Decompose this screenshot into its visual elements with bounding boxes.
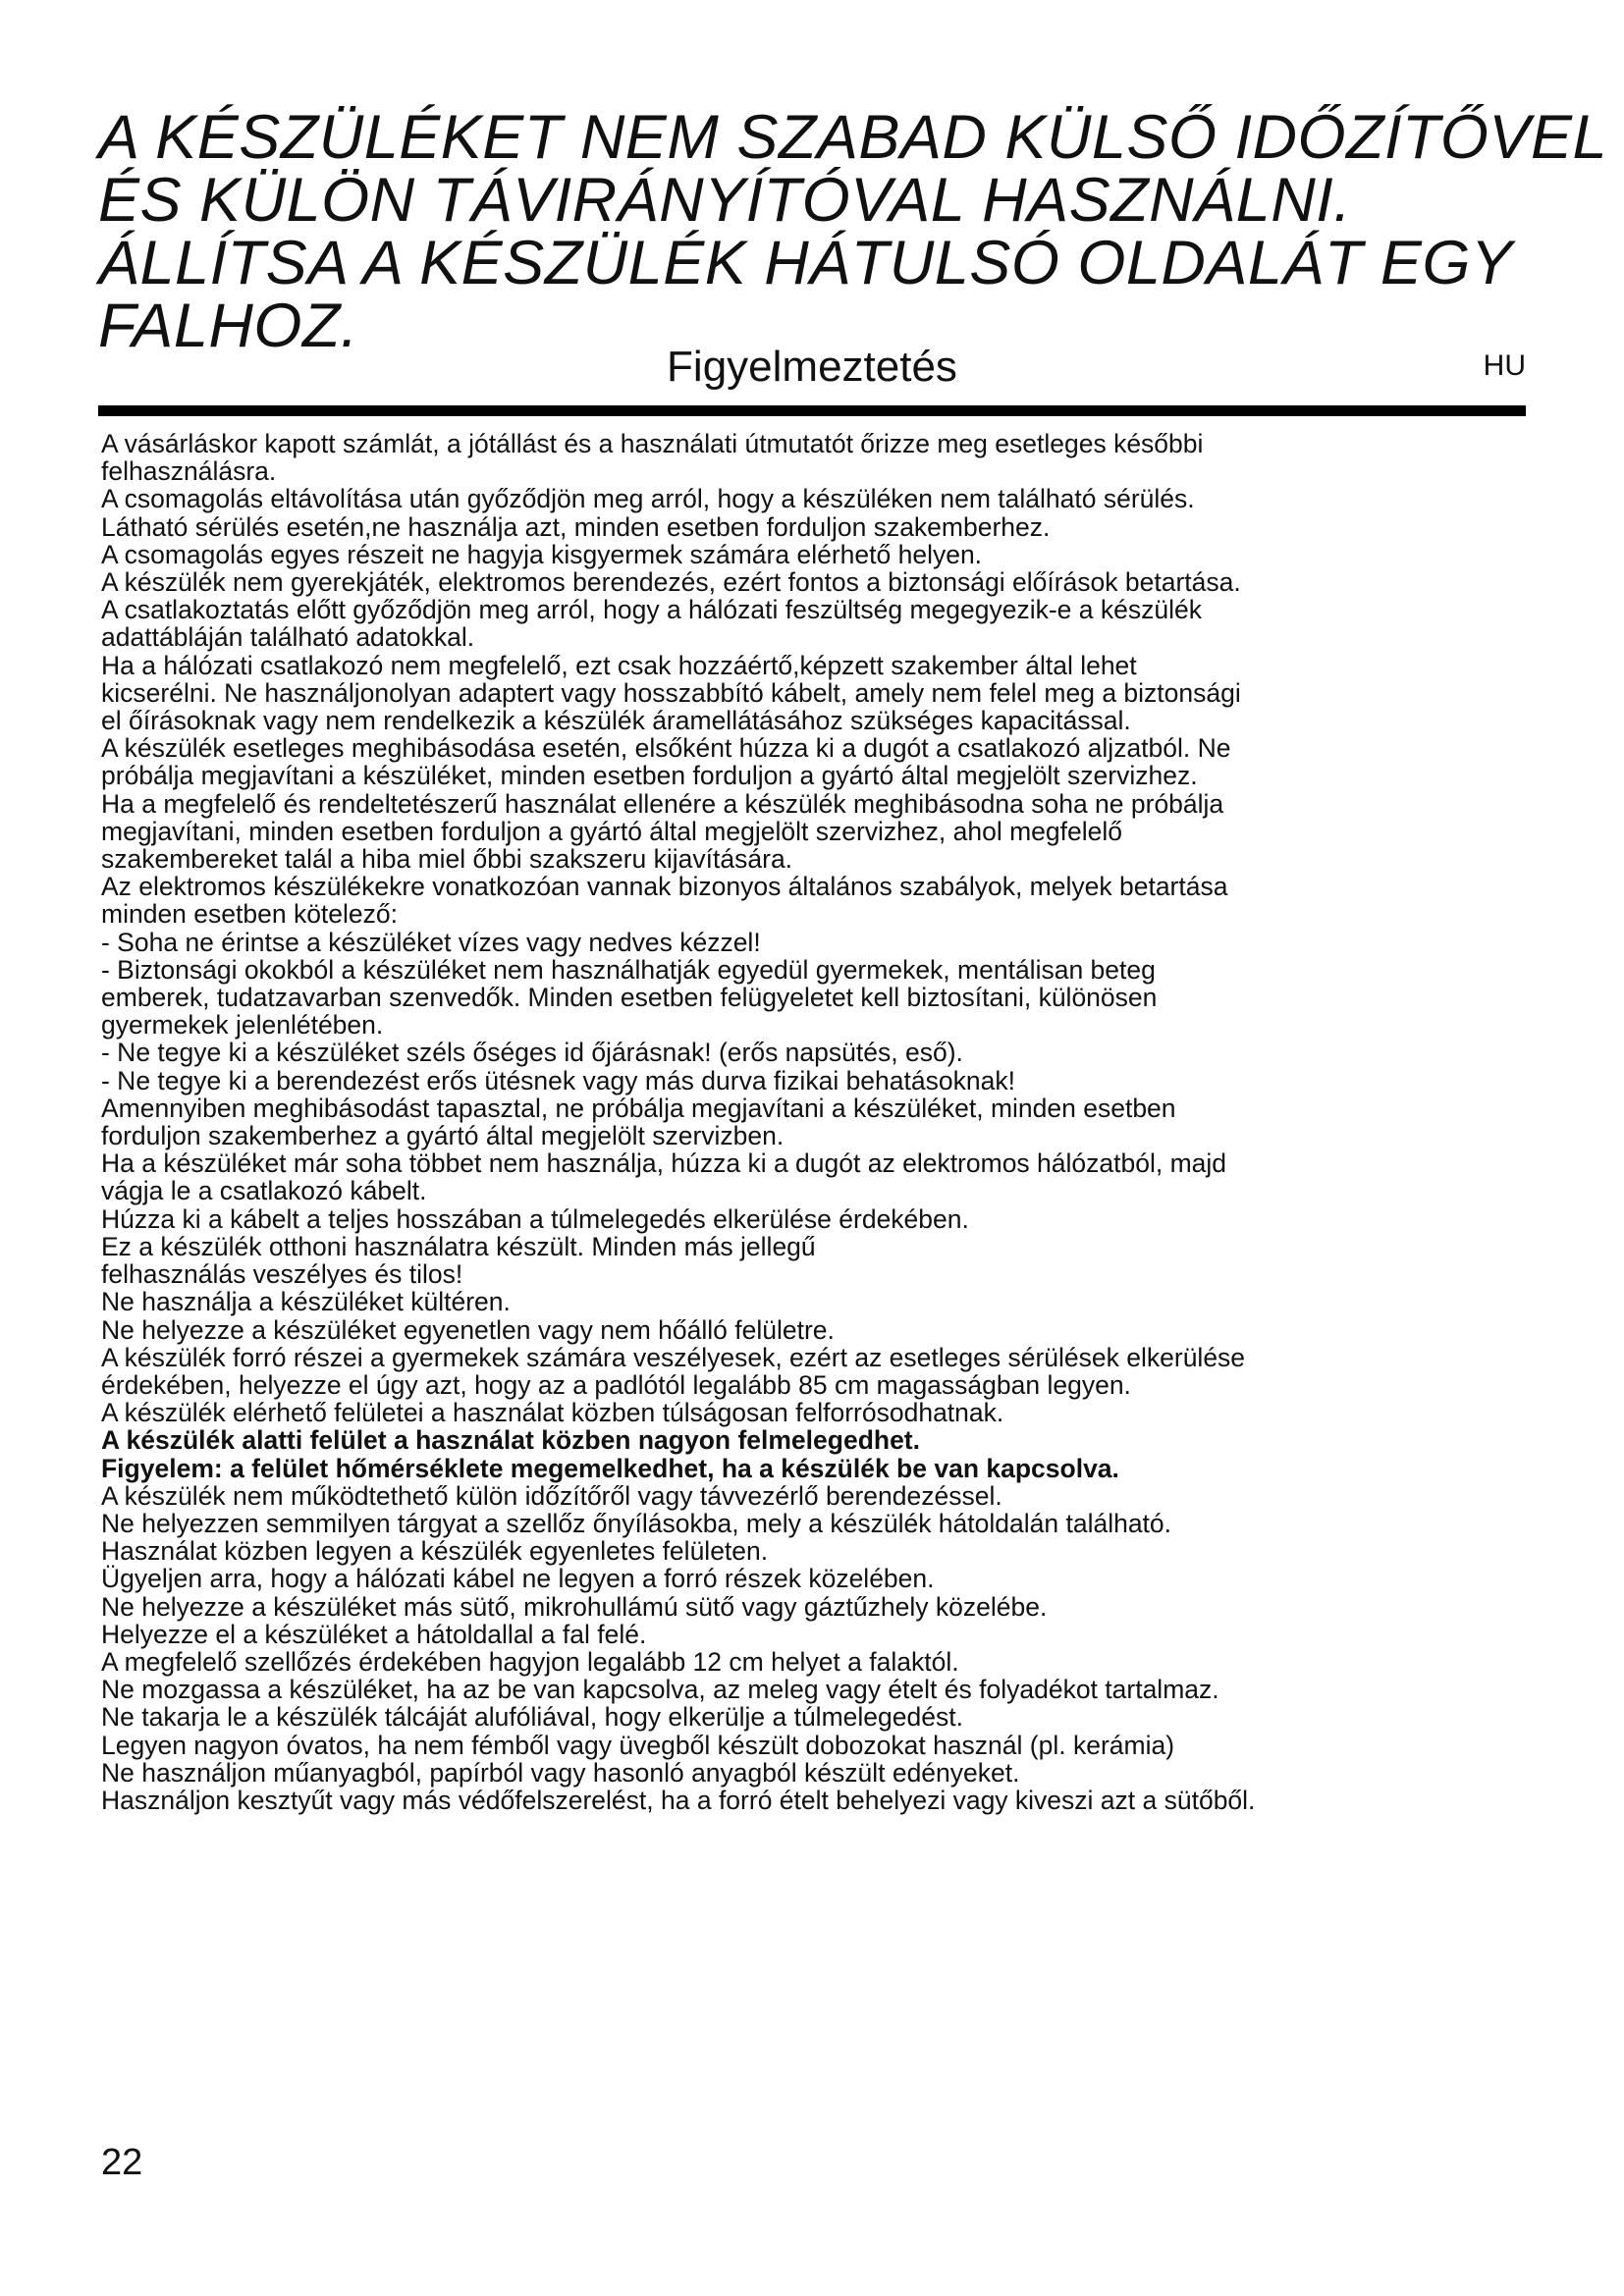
text-line: Amennyiben meghibásodást tapasztal, ne próbálja megjavítani a készüléket, minden esetben [101,1093,1176,1123]
text-line: érdekében, helyezze el úgy azt, hogy az a padlótól legalább 85 cm magasságban legyen. [101,1369,1131,1400]
warning-text-block [101,430,1535,1814]
text-line: adattábláján található adatokkal. [101,622,475,653]
text-line: A csomagolás eltávolítása után győződjön meg arról, hogy a készüléken nem található sérülés. [101,484,1195,514]
text-line: Ez a készülék otthoni használatra készült. Minden más jellegű [101,1231,816,1261]
text-line: kicserélni. Ne használjonolyan adaptert vagy hosszabbító kábelt, amely nem felel meg a biztonsági [101,677,1241,708]
text-line: Ne mozgassa a készüléket, ha az be van kapcsolva, az meleg vagy ételt és folyadékot tartalmaz. [101,1675,1219,1705]
text-line: - Biztonsági okokból a készüléket nem használhatják egyedül gyermekek, mentálisan beteg [101,954,1156,985]
text-line: - Soha ne érintse a készüléket vízes vagy nedves kézzel! [101,927,761,957]
text-line: Ne helyezze a készüléket egyenetlen vagy nem hőálló felületre. [101,1314,835,1345]
text-line: Ne helyezze a készüléket más sütő, mikrohullámú sütő vagy gáztűzhely közelébe. [101,1591,1048,1622]
text-line: A készülék elérhető felületei a használat közben túlságosan felforrósodhatnak. [101,1398,1004,1428]
text-line: szakembereket talál a hiba miel őbbi szakszeru kijavítására. [101,844,793,875]
heading-line: FALHOZ. [98,292,358,360]
text-line: - Ne tegye ki a berendezést erős ütésnek vagy más durva fizikai behatásoknak! [101,1065,1015,1095]
text-line: Ne használjon műanyagból, papírból vagy hasonló anyagból készült edényeket. [101,1757,1020,1788]
text-line: Ügyeljen arra, hogy a hálózati kábel ne legyen a forró részek közelében. [101,1564,935,1594]
text-line: gyermekek jelenlétében. [101,1010,384,1041]
text-line: Helyezze el a készüléket a hátoldallal a fal felé. [101,1619,647,1649]
text-line: Ha a készüléket már soha többet nem használja, húzza ki a dugót az elektromos hálózatból, majd [101,1148,1227,1179]
text-line: - Ne tegye ki a készüléket széls őséges id őjárásnak! (erős napsütés, eső). [101,1038,963,1068]
page-number: 22 [101,2142,143,2183]
text-line: Ha a hálózati csatlakozó nem megfelelő, ezt csak hozzáértő,képzett szakember által lehet [101,650,1137,680]
section-title: Figyelmeztetés [667,343,957,391]
text-line: felhasználás veszélyes és tilos! [101,1259,463,1290]
text-line: minden esetben kötelező: [101,899,399,930]
text-line: Legyen nagyon óvatos, ha nem fémből vagy üvegből készült dobozokat használ (pl. kerámia) [101,1730,1175,1760]
text-line: A készülék forró részei a gyermekek számára veszélyesek, ezért az esetleges sérülések elkerülése [101,1342,1246,1372]
text-line: A készülék esetleges meghibásodása esetén, elsőként húzza ki a dugót a csatlakozó aljzatból. Ne [101,733,1231,764]
text-line: el őírásoknak vagy nem rendelkezik a készülék áramellátásához szükséges kapacitással. [101,706,1131,736]
heading-line: A KÉSZÜLÉKET NEM SZABAD KÜLSŐ IDŐZÍTŐVEL [98,103,1608,172]
text-line: Használat közben legyen a készülék egyenletes felületen. [101,1536,769,1567]
text-line: A készülék nem gyerekjáték, elektromos berendezés, ezért fontos a biztonsági előírások betartása. [101,567,1241,598]
heading-line: ÉS KÜLÖN TÁVIRÁNYÍTÓVAL HASZNÁLNI. [98,166,1352,235]
language-code: HU [1483,349,1526,382]
text-line: Használjon kesztyűt vagy más védőfelszerelést, ha a forró ételt behelyezi vagy kiveszi azt a sütőből. [101,1785,1256,1815]
bold-warning-line: A készülék alatti felület a használat közben nagyon felmelegedhet. [101,1425,920,1456]
text-line: Húzza ki a kábelt a teljes hosszában a túlmelegedés elkerülése érdekében. [101,1203,969,1234]
text-line: A csatlakoztatás előtt győződjön meg arról, hogy a hálózati feszültség megegyezik-e a készülék [101,595,1202,625]
heading-line: ÁLLÍTSA A KÉSZÜLÉK HÁTULSÓ OLDALÁT EGY [98,229,1513,297]
text-line: próbálja megjavítani a készüléket, minden esetben forduljon a gyártó által megjelölt szervizhez. [101,761,1198,791]
section-divider [98,405,1526,416]
text-line: A készülék nem működtethető külön időzítőről vagy távvezérlő berendezéssel. [101,1480,1002,1511]
text-line: megjavítani, minden esetben forduljon a gyártó által megjelölt szervizhez, ahol megfelelő [101,816,1122,846]
text-line: A csomagolás egyes részeit ne hagyja kisgyermek számára elérhető helyen. [101,539,983,569]
warning-heading [98,103,1608,360]
text-line: Látható sérülés esetén,ne használja azt, minden esetben forduljon szakemberhez. [101,511,1051,542]
text-line: felhasználásra. [101,456,277,487]
text-line: vágja le a csatlakozó kábelt. [101,1176,427,1206]
text-line: Ne használja a készüléket kültéren. [101,1287,511,1317]
text-line: Ne takarja le a készülék tálcáját alufóliával, hogy elkerülje a túlmelegedést. [101,1702,963,1733]
bold-warning-line: Figyelem: a felület hőmérséklete megemelkedhet, ha a készülék be van kapcsolva. [101,1453,1119,1483]
text-line: forduljon szakemberhez a gyártó által megjelölt szervizben. [101,1121,785,1151]
text-line: A megfelelő szellőzés érdekében hagyjon legalább 12 cm helyet a falaktól. [101,1646,959,1677]
text-line: A vásárláskor kapott számlát, a jótállást és a használati útmutatót őrizze meg esetleges későbbi [101,429,1204,458]
text-line: Ne helyezzen semmilyen tárgyat a szellőz őnyílásokba, mely a készülék hátoldalán található. [101,1508,1172,1538]
text-line: emberek, tudatzavarban szenvedők. Minden esetben felügyeletet kell biztosítani, különösen [101,983,1158,1013]
text-line: Ha a megfelelő és rendeltetészerű használat ellenére a készülék meghibásodna soha ne próbálja [101,788,1224,819]
text-line: Az elektromos készülékekre vonatkozóan vannak bizonyos általános szabályok, melyek betartása [101,872,1228,902]
